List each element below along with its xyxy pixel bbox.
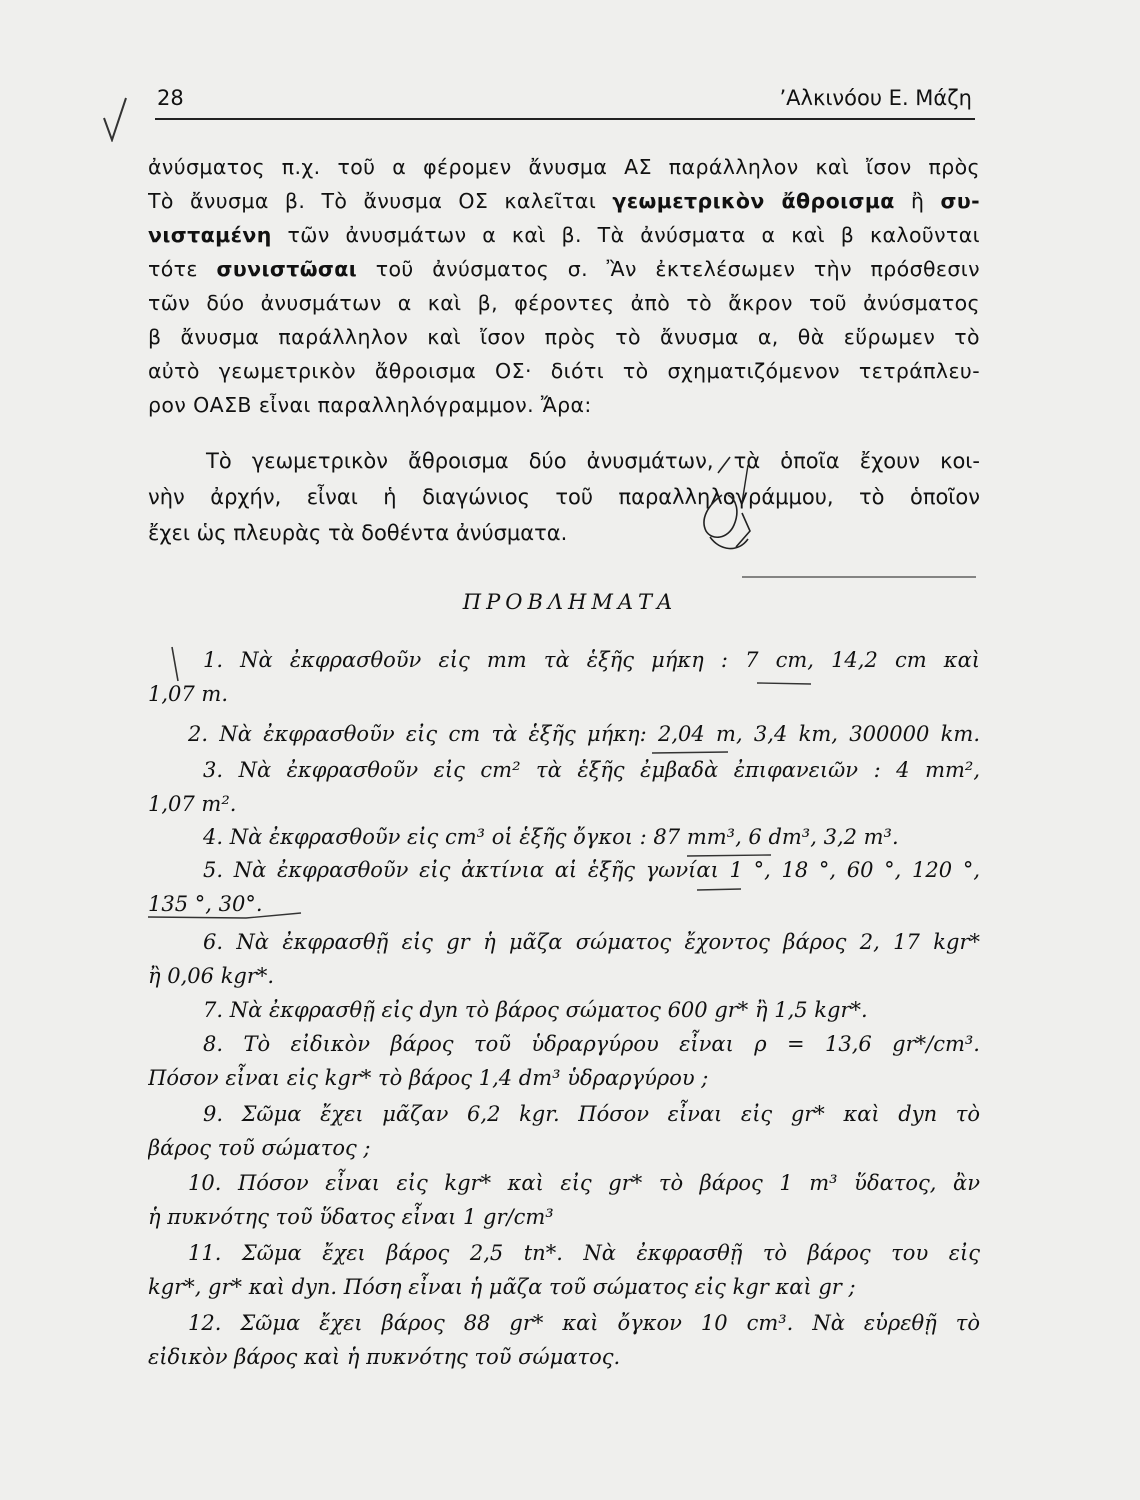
problem-line: 12. Σῶμα ἔχει βάρος 88 gr* καὶ ὄγκον 10 cm³. Νὰ εὑρεθῇ τὸ <box>188 1311 980 1335</box>
problem-line: Πόσον εἶναι εἰς kgr* τὸ βάρος 1,4 dm³ ὑδραργύρου ; <box>148 1066 709 1090</box>
page-number: 28 <box>157 86 184 110</box>
paragraph-line: τότε συνιστῶσαι τοῦ ἀνύσματος σ. Ἂν ἐκτελέσωμεν τὴν πρόσθεσιν <box>148 257 980 281</box>
rule-line: ἔχει ὡς πλευρὰς τὰ δοθέντα ἀνύσματα. <box>148 521 568 545</box>
problem-line: 11. Σῶμα ἔχει βάρος 2,5 tn*. Νὰ ἐκφρασθῇ τὸ βάρος του εἰς <box>188 1241 980 1265</box>
problem-8 <box>148 1027 980 1095</box>
paragraph-line: β ἄνυσμα παράλληλον καὶ ἴσον πρὸς τὸ ἄνυσμα α, θὰ εὕρωμεν τὸ <box>148 325 980 349</box>
running-title: ’Αλκινόου Ε. Μάζη <box>779 86 972 110</box>
bold-term-components: συνιστῶσαι <box>216 257 358 281</box>
problem-1 <box>148 643 980 711</box>
problem-line: 9. Σῶμα ἔχει μᾶζαν 6,2 kgr. Πόσον εἶναι εἰς gr* καὶ dyn τὸ <box>203 1102 980 1126</box>
paragraph-line: ρον ΟΑΣΒ εἶναι παραλληλόγραμμον. Ἄρα: <box>148 393 592 417</box>
rule-line: Τὸ γεωμετρικὸν ἄθροισμα δύο ἀνυσμάτων, τὰ ὁποῖα ἔχουν κοι- <box>206 449 980 473</box>
pencil-rule-right <box>740 565 980 584</box>
problem-line: ἢ 0,06 kgr*. <box>148 964 275 988</box>
problem-line: 3. Νὰ ἐκφρασθοῦν εἰς cm² τὰ ἑξῆς ἐμβαδὰ ἐπιφανειῶν : 4 mm², <box>203 758 980 782</box>
problem-line: 10. Πόσον εἶναι εἰς kgr* καὶ εἰς gr* τὸ βάρος 1 m³ ὕδατος, ἂν <box>188 1171 980 1195</box>
problem-line: 135 °, 30°. <box>148 892 263 916</box>
problem-line: ἡ πυκνότης τοῦ ὕδατος εἶναι 1 gr/cm³ <box>148 1205 554 1229</box>
problem-line: βάρος τοῦ σώματος ; <box>148 1136 371 1160</box>
problem-line: 8. Τὸ εἰδικὸν βάρος τοῦ ὑδραργύρου εἶναι ρ = 13,6 gr*/cm³. <box>203 1032 980 1056</box>
bold-term-resultant-a: συ- <box>940 189 980 213</box>
paragraph-line: τῶν δύο ἀνυσμάτων α καὶ β, φέροντες ἀπὸ τὸ ἄκρον τοῦ ἀνύσματος <box>148 291 980 315</box>
problem-10 <box>148 1166 980 1234</box>
pencil-check-mark <box>102 96 128 142</box>
rule-statement <box>148 444 980 552</box>
problem-line: kgr*, gr* καὶ dyn. Πόση εἶναι ἡ μᾶζα τοῦ σώματος εἰς kgr καὶ gr ; <box>148 1275 856 1299</box>
problem-line: 7. Νὰ ἐκφρασθῇ εἰς dyn τὸ βάρος σώματος 600 gr* ἢ 1,5 kgr*. <box>203 998 868 1022</box>
problem-6 <box>148 925 980 993</box>
problem-9 <box>148 1097 980 1165</box>
problem-5 <box>148 853 980 921</box>
problem-line: 4. Νὰ ἐκφρασθοῦν εἰς cm³ οἱ ἑξῆς ὄγκοι : 87 mm³, 6 dm³, 3,2 m³. <box>203 825 899 849</box>
problem-12 <box>148 1306 980 1374</box>
problem-line: 1. Νὰ ἐκφρασθοῦν εἰς mm τὰ ἑξῆς μήκη : 7 cm, 14,2 cm καὶ <box>203 648 980 672</box>
paragraph-line: νισταμένη τῶν ἀνυσμάτων α καὶ β. Τὰ ἀνύσματα α καὶ β καλοῦνται <box>148 223 980 247</box>
problem-line: 2. Νὰ ἐκφρασθοῦν εἰς cm τὰ ἑξῆς μήκη: 2,04 m, 3,4 km, 300000 km. <box>188 722 980 746</box>
paragraph-line: Τὸ ἄνυσμα β. Τὸ ἄνυσμα ΟΣ καλεῖται γεωμετρικὸν ἄθροισμα ἢ συ- <box>148 189 980 213</box>
problem-line: 1,07 m. <box>148 682 229 706</box>
problem-line: 1,07 m². <box>148 792 237 816</box>
problem-line: 6. Νὰ ἐκφρασθῇ εἰς gr ἡ μᾶζα σώματος ἔχοντος βάρος 2, 17 kgr* <box>203 930 980 954</box>
problem-4 <box>148 820 980 854</box>
problem-line: εἰδικὸν βάρος καὶ ἡ πυκνότης τοῦ σώματος. <box>148 1345 621 1369</box>
rule-line: νὴν ἀρχήν, εἶναι ἡ διαγώνιος τοῦ παραλληλογράμμου, τὸ ὁποῖον <box>148 485 980 509</box>
problem-2 <box>148 717 980 751</box>
bold-term-geometric-sum: γεωμετρικὸν ἄθροισμα <box>612 189 895 213</box>
problem-7 <box>148 993 980 1027</box>
problem-3 <box>148 753 980 821</box>
paragraph-line: αὐτὸ γεωμετρικὸν ἄθροισμα ΟΣ· διότι τὸ σχηματιζόμενον τετράπλευ- <box>148 359 980 383</box>
problem-11 <box>148 1236 980 1304</box>
paragraph-vectors <box>148 150 980 422</box>
header-rule <box>155 118 975 120</box>
problems-title: ΠΡΟΒΛΗΜΑΤΑ <box>462 590 678 614</box>
problem-line: 5. Νὰ ἐκφρασθοῦν εἰς ἀκτίνια αἱ ἑξῆς γωνίαι 1 °, 18 °, 60 °, 120 °, <box>203 858 980 882</box>
bold-term-resultant-b: νισταμένη <box>148 223 272 247</box>
paragraph-line: ἀνύσματος π.χ. τοῦ α φέρομεν ἄνυσμα ΑΣ παράλληλον καὶ ἴσον πρὸς <box>148 155 980 179</box>
